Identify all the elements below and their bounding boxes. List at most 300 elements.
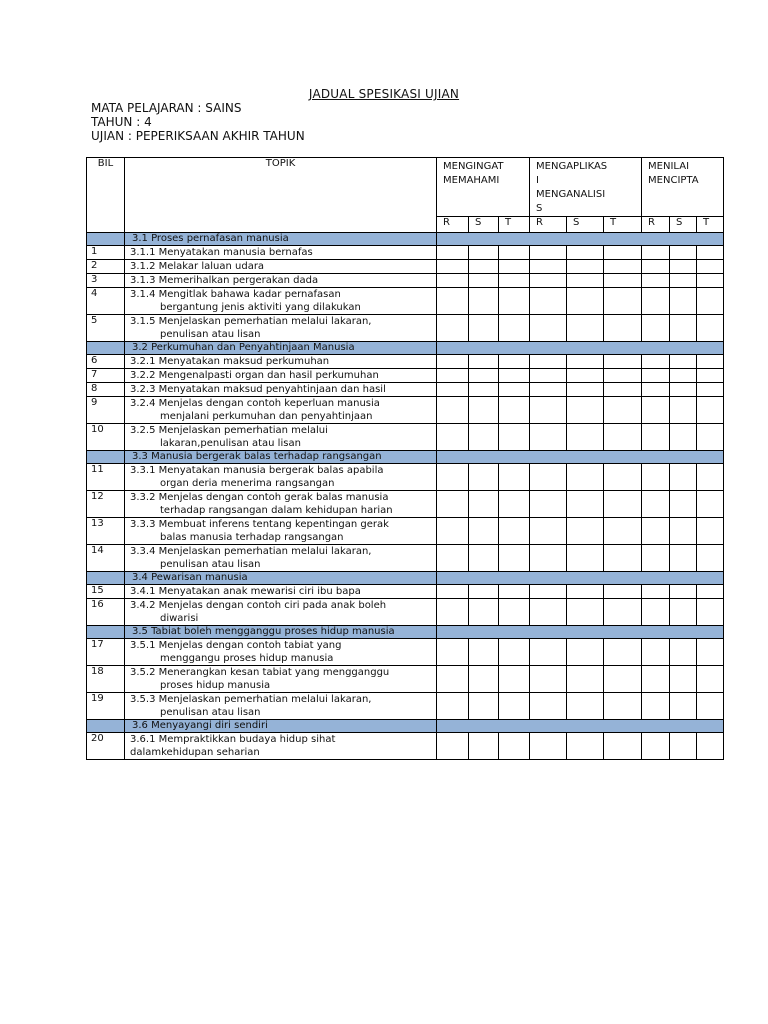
rst-cell[interactable] [642, 424, 670, 451]
rst-cell[interactable] [567, 383, 604, 397]
row-number: 12 [87, 491, 125, 518]
rst-cell[interactable] [697, 666, 724, 693]
rst-cell[interactable] [437, 355, 469, 369]
rst-cell[interactable] [437, 274, 469, 288]
rst-cell[interactable] [469, 397, 499, 424]
rst-cell[interactable] [499, 288, 530, 315]
topic-line-2: diwarisi [160, 613, 199, 624]
rst-cell[interactable] [567, 315, 604, 342]
rst-cell[interactable] [469, 288, 499, 315]
row-topic [125, 274, 437, 288]
rst-cell[interactable] [437, 639, 469, 666]
rst-cell[interactable] [642, 369, 670, 383]
sub-header-s: S [567, 217, 604, 233]
row-number: 14 [87, 545, 125, 572]
subject-line: MATA PELAJARAN : SAINS [91, 101, 242, 115]
rst-cell[interactable] [530, 464, 567, 491]
rst-cell[interactable] [567, 733, 604, 760]
table-row [87, 518, 724, 545]
section-title: 3.6 Menyayangi diri sendiri [125, 720, 437, 733]
rst-cell[interactable] [642, 274, 670, 288]
topic-line-1: 3.5.1 Menjelas dengan contoh tabiat yang [130, 640, 342, 651]
rst-cell[interactable] [670, 585, 697, 599]
rst-cell[interactable] [530, 274, 567, 288]
rst-cell[interactable] [670, 369, 697, 383]
section-title: 3.1 Proses pernafasan manusia [125, 233, 437, 246]
rst-cell[interactable] [670, 693, 697, 720]
topic-line-2: proses hidup manusia [160, 680, 271, 691]
rst-cell[interactable] [437, 733, 469, 760]
section-title: 3.2 Perkumuhan dan Penyahtinjaan Manusia [125, 342, 437, 355]
rst-cell[interactable] [604, 639, 642, 666]
header-group-menilai [642, 158, 724, 217]
rst-cell[interactable] [642, 639, 670, 666]
rst-cell[interactable] [437, 383, 469, 397]
row-number: 4 [87, 288, 125, 315]
rst-cell[interactable] [437, 369, 469, 383]
sub-header-r: R [437, 217, 469, 233]
topic-line-1: 3.1.5 Menjelaskan pemerhatian melalui lakaran, [130, 316, 372, 327]
rst-cell[interactable] [604, 397, 642, 424]
rst-cell[interactable] [642, 288, 670, 315]
section-title: 3.3 Manusia bergerak balas terhadap rangsangan [125, 451, 437, 464]
row-topic [125, 315, 437, 342]
topic-line-2: penulisan atau lisan [160, 329, 261, 340]
group-line: MEMAHAMI [443, 175, 500, 186]
rst-cell[interactable] [604, 260, 642, 274]
rst-cell[interactable] [604, 246, 642, 260]
rst-cell[interactable] [604, 274, 642, 288]
rst-cell[interactable] [697, 246, 724, 260]
row-topic [125, 424, 437, 451]
section-row [87, 572, 724, 585]
rst-cell[interactable] [697, 491, 724, 518]
rst-cell[interactable] [642, 383, 670, 397]
rst-cell[interactable] [604, 733, 642, 760]
topic-line-2: balas manusia terhadap rangsangan [160, 532, 344, 543]
rst-cell[interactable] [469, 693, 499, 720]
row-number: 15 [87, 585, 125, 599]
table-row [87, 666, 724, 693]
section-fill [437, 342, 724, 355]
row-topic [125, 246, 437, 260]
rst-cell[interactable] [697, 585, 724, 599]
topic-line-1: 3.2.5 Menjelaskan pemerhatian melalui [130, 425, 328, 436]
table-row [87, 693, 724, 720]
section-row [87, 451, 724, 464]
rst-cell[interactable] [642, 518, 670, 545]
rst-cell[interactable] [642, 315, 670, 342]
rst-cell[interactable] [670, 545, 697, 572]
rst-cell[interactable] [437, 491, 469, 518]
topic-line-1: 3.5.2 Menerangkan kesan tabiat yang mengganggu [130, 667, 390, 678]
sub-header-s: S [469, 217, 499, 233]
rst-cell[interactable] [469, 639, 499, 666]
rst-cell[interactable] [437, 260, 469, 274]
row-number: 18 [87, 666, 125, 693]
rst-cell[interactable] [499, 383, 530, 397]
table-row [87, 464, 724, 491]
rst-cell[interactable] [567, 599, 604, 626]
rst-cell[interactable] [567, 424, 604, 451]
sub-header-r: R [642, 217, 670, 233]
topic-line-1: 3.3.4 Menjelaskan pemerhatian melalui lakaran, [130, 546, 372, 557]
topic-line-2: penulisan atau lisan [160, 707, 261, 718]
topic-line-1: 3.4.1 Menyatakan anak mewarisi ciri ibu bapa [130, 586, 361, 597]
section-fill [437, 572, 724, 585]
row-number: 13 [87, 518, 125, 545]
rst-cell[interactable] [499, 585, 530, 599]
rst-cell[interactable] [530, 585, 567, 599]
section-bil-cell [87, 572, 125, 585]
section-row [87, 720, 724, 733]
rst-cell[interactable] [670, 639, 697, 666]
rst-cell[interactable] [530, 666, 567, 693]
topic-line-2: terhadap rangsangan dalam kehidupan harian [160, 505, 393, 516]
rst-cell[interactable] [697, 369, 724, 383]
rst-cell[interactable] [437, 693, 469, 720]
table-row [87, 545, 724, 572]
rst-cell[interactable] [697, 639, 724, 666]
rst-cell[interactable] [567, 246, 604, 260]
rst-cell[interactable] [604, 355, 642, 369]
topic-line-1: 3.1.2 Melakar laluan udara [130, 261, 265, 272]
rst-cell[interactable] [567, 491, 604, 518]
rst-cell[interactable] [697, 693, 724, 720]
rst-cell[interactable] [604, 585, 642, 599]
group-line: I [536, 175, 539, 186]
rst-cell[interactable] [469, 246, 499, 260]
rst-cell[interactable] [697, 383, 724, 397]
rst-cell[interactable] [437, 424, 469, 451]
rst-cell[interactable] [642, 246, 670, 260]
topic-line-1: 3.3.1 Menyatakan manusia bergerak balas apabila [130, 465, 384, 476]
section-row [87, 233, 724, 246]
rst-cell[interactable] [499, 599, 530, 626]
row-topic [125, 369, 437, 383]
section-fill [437, 626, 724, 639]
rst-cell[interactable] [530, 518, 567, 545]
rst-cell[interactable] [530, 545, 567, 572]
sub-header-t: T [697, 217, 724, 233]
header-group-mengaplikasi [530, 158, 642, 217]
topic-line-2: menjalani perkumuhan dan penyahtinjaan [160, 411, 373, 422]
topic-line-1: 3.1.1 Menyatakan manusia bernafas [130, 247, 313, 258]
rst-cell[interactable] [499, 518, 530, 545]
rst-cell[interactable] [469, 464, 499, 491]
rst-cell[interactable] [499, 666, 530, 693]
rst-cell[interactable] [437, 599, 469, 626]
rst-cell[interactable] [499, 246, 530, 260]
rst-cell[interactable] [530, 260, 567, 274]
rst-cell[interactable] [567, 464, 604, 491]
rst-cell[interactable] [530, 639, 567, 666]
rst-cell[interactable] [469, 260, 499, 274]
rst-cell[interactable] [469, 355, 499, 369]
topic-line-1: 3.6.1 Mempraktikkan budaya hidup sihat [130, 734, 336, 745]
row-topic [125, 545, 437, 572]
rst-cell[interactable] [567, 545, 604, 572]
rst-cell[interactable] [670, 383, 697, 397]
section-fill [437, 451, 724, 464]
section-title: 3.4 Pewarisan manusia [125, 572, 437, 585]
rst-cell[interactable] [642, 491, 670, 518]
table-row [87, 246, 724, 260]
header-topik: TOPIK [125, 158, 437, 233]
rst-cell[interactable] [499, 315, 530, 342]
rst-cell[interactable] [499, 639, 530, 666]
row-topic [125, 518, 437, 545]
row-topic [125, 491, 437, 518]
rst-cell[interactable] [697, 518, 724, 545]
topic-line-1: 3.4.2 Menjelas dengan contoh ciri pada anak boleh [130, 600, 387, 611]
table-row [87, 585, 724, 599]
row-topic [125, 397, 437, 424]
rst-cell[interactable] [697, 464, 724, 491]
rst-cell[interactable] [567, 666, 604, 693]
rst-cell[interactable] [499, 260, 530, 274]
rst-cell[interactable] [670, 397, 697, 424]
rst-cell[interactable] [499, 545, 530, 572]
rst-cell[interactable] [469, 424, 499, 451]
rst-cell[interactable] [642, 545, 670, 572]
row-number: 19 [87, 693, 125, 720]
rst-cell[interactable] [499, 693, 530, 720]
rst-cell[interactable] [530, 397, 567, 424]
rst-cell[interactable] [469, 733, 499, 760]
rst-cell[interactable] [642, 260, 670, 274]
rst-cell[interactable] [670, 666, 697, 693]
rst-cell[interactable] [469, 274, 499, 288]
rst-cell[interactable] [469, 545, 499, 572]
rst-cell[interactable] [604, 693, 642, 720]
group-line: S [536, 203, 543, 214]
rst-cell[interactable] [670, 260, 697, 274]
rst-cell[interactable] [567, 260, 604, 274]
row-topic [125, 666, 437, 693]
topic-line-2: bergantung jenis aktiviti yang dilakukan [160, 302, 361, 313]
rst-cell[interactable] [530, 355, 567, 369]
rst-cell[interactable] [530, 383, 567, 397]
rst-cell[interactable] [469, 491, 499, 518]
rst-cell[interactable] [567, 288, 604, 315]
rst-cell[interactable] [567, 693, 604, 720]
year-line: TAHUN : 4 [91, 115, 152, 129]
rst-cell[interactable] [437, 397, 469, 424]
rst-cell[interactable] [469, 315, 499, 342]
section-bil-cell [87, 233, 125, 246]
rst-cell[interactable] [604, 545, 642, 572]
row-topic [125, 288, 437, 315]
rst-cell[interactable] [670, 518, 697, 545]
rst-cell[interactable] [697, 260, 724, 274]
topic-line-2: organ deria menerima rangsangan [160, 478, 335, 489]
rst-cell[interactable] [437, 518, 469, 545]
rst-cell[interactable] [670, 315, 697, 342]
rst-cell[interactable] [530, 733, 567, 760]
rst-cell[interactable] [604, 369, 642, 383]
rst-cell[interactable] [670, 424, 697, 451]
specification-table [86, 157, 724, 760]
rst-cell[interactable] [604, 491, 642, 518]
table-row [87, 315, 724, 342]
row-number: 17 [87, 639, 125, 666]
rst-cell[interactable] [642, 666, 670, 693]
row-number: 7 [87, 369, 125, 383]
rst-cell[interactable] [469, 383, 499, 397]
rst-cell[interactable] [604, 518, 642, 545]
rst-cell[interactable] [604, 666, 642, 693]
section-bil-cell [87, 342, 125, 355]
sub-header-t: T [604, 217, 642, 233]
rst-cell[interactable] [530, 288, 567, 315]
rst-cell[interactable] [469, 666, 499, 693]
row-number: 2 [87, 260, 125, 274]
rst-cell[interactable] [469, 585, 499, 599]
rst-cell[interactable] [469, 599, 499, 626]
rst-cell[interactable] [567, 518, 604, 545]
row-number: 5 [87, 315, 125, 342]
row-number: 3 [87, 274, 125, 288]
rst-cell[interactable] [670, 355, 697, 369]
rst-cell[interactable] [642, 733, 670, 760]
rst-cell[interactable] [499, 464, 530, 491]
sub-header-t: T [499, 217, 530, 233]
header-bil: BIL [87, 158, 125, 233]
rst-cell[interactable] [437, 666, 469, 693]
topic-line-1: 3.5.3 Menjelaskan pemerhatian melalui lakaran, [130, 694, 372, 705]
rst-cell[interactable] [604, 383, 642, 397]
rst-cell[interactable] [604, 315, 642, 342]
rst-cell[interactable] [642, 397, 670, 424]
rst-cell[interactable] [670, 288, 697, 315]
rst-cell[interactable] [567, 397, 604, 424]
rst-cell[interactable] [670, 246, 697, 260]
rst-cell[interactable] [437, 545, 469, 572]
rst-cell[interactable] [604, 464, 642, 491]
rst-cell[interactable] [499, 491, 530, 518]
group-line: MENILAI [648, 161, 690, 172]
table-row [87, 260, 724, 274]
rst-cell[interactable] [567, 369, 604, 383]
rst-cell[interactable] [567, 585, 604, 599]
rst-cell[interactable] [437, 315, 469, 342]
topic-line-1: 3.3.2 Menjelas dengan contoh gerak balas manusia [130, 492, 389, 503]
rst-cell[interactable] [437, 246, 469, 260]
document-title: JADUAL SPESIKASI UJIAN [308, 87, 460, 101]
section-title: 3.5 Tabiat boleh mengganggu proses hidup manusia [125, 626, 437, 639]
rst-cell[interactable] [604, 288, 642, 315]
rst-cell[interactable] [567, 274, 604, 288]
row-number: 20 [87, 733, 125, 760]
row-number: 10 [87, 424, 125, 451]
row-topic [125, 260, 437, 274]
table-body [87, 233, 724, 760]
rst-cell[interactable] [567, 355, 604, 369]
rst-cell[interactable] [604, 599, 642, 626]
rst-cell[interactable] [697, 545, 724, 572]
rst-cell[interactable] [530, 599, 567, 626]
rst-cell[interactable] [499, 274, 530, 288]
rst-cell[interactable] [697, 424, 724, 451]
row-topic [125, 464, 437, 491]
rst-cell[interactable] [670, 491, 697, 518]
rst-cell[interactable] [499, 733, 530, 760]
row-number: 16 [87, 599, 125, 626]
rst-cell[interactable] [530, 424, 567, 451]
rst-cell[interactable] [697, 274, 724, 288]
rst-cell[interactable] [670, 464, 697, 491]
rst-cell[interactable] [469, 369, 499, 383]
section-row [87, 626, 724, 639]
rst-cell[interactable] [499, 424, 530, 451]
group-line: MENGAPLIKAS [536, 161, 608, 172]
rst-cell[interactable] [642, 599, 670, 626]
row-topic [125, 733, 437, 760]
rst-cell[interactable] [670, 599, 697, 626]
rst-cell[interactable] [697, 397, 724, 424]
table-row [87, 599, 724, 626]
group-line: MENGINGAT [443, 161, 504, 172]
rst-cell[interactable] [437, 288, 469, 315]
table-row [87, 639, 724, 666]
rst-cell[interactable] [642, 693, 670, 720]
rst-cell[interactable] [642, 585, 670, 599]
topic-line-2: lakaran,penulisan atau lisan [160, 438, 301, 449]
rst-cell[interactable] [530, 315, 567, 342]
row-number: 6 [87, 355, 125, 369]
row-number: 8 [87, 383, 125, 397]
row-topic [125, 639, 437, 666]
rst-cell[interactable] [604, 424, 642, 451]
table-row [87, 369, 724, 383]
rst-cell[interactable] [697, 315, 724, 342]
exam-line: UJIAN : PEPERIKSAAN AKHIR TAHUN [91, 129, 305, 143]
rst-cell[interactable] [469, 518, 499, 545]
rst-cell[interactable] [697, 288, 724, 315]
rst-cell[interactable] [530, 369, 567, 383]
row-topic [125, 355, 437, 369]
section-bil-cell [87, 451, 125, 464]
rst-cell[interactable] [697, 355, 724, 369]
rst-cell[interactable] [670, 733, 697, 760]
rst-cell[interactable] [499, 369, 530, 383]
sub-header-r: R [530, 217, 567, 233]
group-line: MENCIPTA [648, 175, 699, 186]
section-fill [437, 233, 724, 246]
rst-cell[interactable] [697, 599, 724, 626]
table-row [87, 274, 724, 288]
rst-cell[interactable] [670, 274, 697, 288]
rst-cell[interactable] [437, 464, 469, 491]
rst-cell[interactable] [499, 355, 530, 369]
rst-cell[interactable] [530, 246, 567, 260]
rst-cell[interactable] [697, 733, 724, 760]
table-row [87, 397, 724, 424]
rst-cell[interactable] [437, 585, 469, 599]
table-row [87, 491, 724, 518]
row-number: 9 [87, 397, 125, 424]
topic-line-1: 3.1.4 Mengitlak bahawa kadar pernafasan [130, 289, 341, 300]
rst-cell[interactable] [567, 639, 604, 666]
rst-cell[interactable] [642, 464, 670, 491]
row-topic [125, 585, 437, 599]
rst-cell[interactable] [530, 491, 567, 518]
rst-cell[interactable] [642, 355, 670, 369]
rst-cell[interactable] [499, 397, 530, 424]
row-number: 1 [87, 246, 125, 260]
rst-cell[interactable] [530, 693, 567, 720]
